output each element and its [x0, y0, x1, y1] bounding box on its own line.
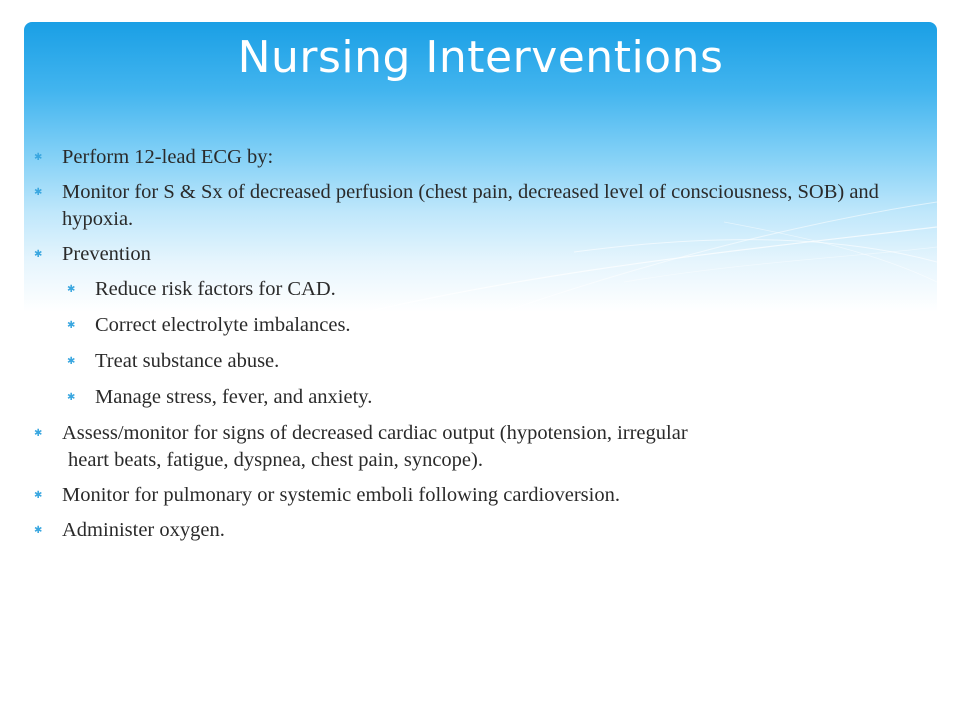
asterisk-bullet-icon: ✱	[67, 392, 76, 403]
list-item	[34, 482, 914, 509]
sub-list-item	[67, 384, 914, 411]
asterisk-bullet-icon: ✱	[34, 490, 43, 501]
list-item	[34, 144, 914, 171]
list-item-text: Treat substance abuse.	[95, 350, 280, 372]
asterisk-bullet-icon: ✱	[34, 249, 43, 260]
list-item-text: Prevention	[62, 243, 151, 265]
slide-title: Nursing Interventions	[237, 32, 724, 83]
list-item-text: Correct electrolyte imbalances.	[95, 314, 351, 336]
sub-list-item	[67, 276, 914, 303]
list-item-text: Administer oxygen.	[62, 519, 225, 541]
list-item-text: Manage stress, fever, and anxiety.	[95, 386, 373, 408]
list-item	[34, 179, 914, 233]
asterisk-bullet-icon: ✱	[67, 356, 76, 367]
list-item	[34, 420, 914, 474]
list-item	[34, 241, 914, 268]
asterisk-bullet-icon: ✱	[34, 187, 43, 198]
bullet-list	[34, 144, 914, 552]
sub-list-item	[67, 312, 914, 339]
list-item-continuation: heart beats, fatigue, dyspnea, chest pain, syncope).	[68, 449, 483, 471]
list-item-text: Monitor for S & Sx of decreased perfusion (chest pain, decreased level of consciousness, SOB) and hypoxia.	[62, 181, 879, 230]
asterisk-bullet-icon: ✱	[34, 525, 43, 536]
list-item	[34, 517, 914, 544]
asterisk-bullet-icon: ✱	[67, 284, 76, 295]
asterisk-bullet-icon: ✱	[34, 428, 43, 439]
list-item-text: Perform 12-lead ECG by:	[62, 146, 274, 168]
asterisk-bullet-icon: ✱	[67, 320, 76, 331]
list-item-text: Monitor for pulmonary or systemic emboli following cardioversion.	[62, 484, 620, 506]
list-item-text: Reduce risk factors for CAD.	[95, 278, 336, 300]
asterisk-bullet-icon: ✱	[34, 152, 43, 163]
list-item-text: Assess/monitor for signs of decreased cardiac output (hypotension, irregular	[62, 422, 688, 444]
sub-list-item	[67, 348, 914, 375]
